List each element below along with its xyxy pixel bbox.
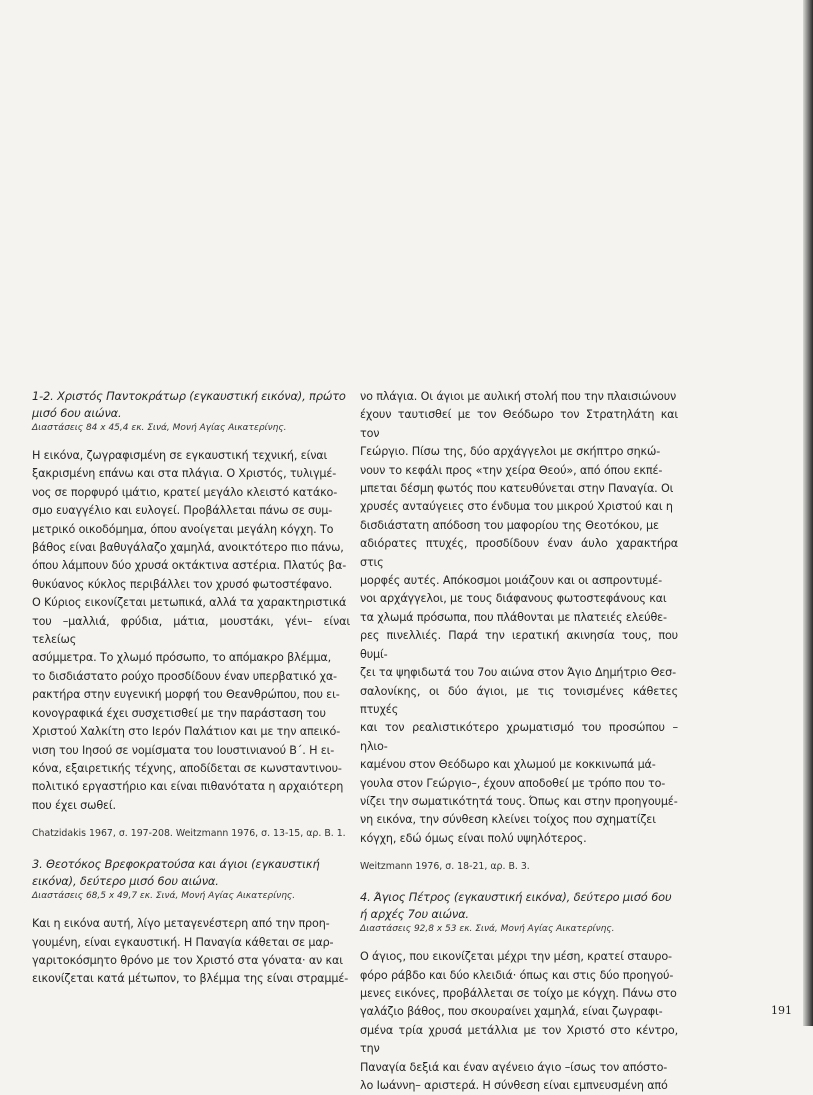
entry-1-2 [32, 388, 350, 840]
entry-dimensions: Διαστάσεις 68,5 x 49,7 εκ. Σινά, Μονή Αγίας Αικατερίνης. [32, 891, 296, 902]
right-column [360, 388, 678, 1095]
entry-reference: Weitzmann 1976, σ. 18-21, αρ. Β. 3. [360, 861, 530, 873]
entry-title: 3. Θεοτόκος Βρεφοκρατούσα και άγιοι (εγκαυστική εικόνα), δεύτερο μισό 6ου αιώνα. [32, 857, 320, 888]
entry-reference: Chatzidakis 1967, σ. 197-208. Weitzmann 1976, σ. 13-15, αρ. Β. 1. [32, 828, 346, 840]
entry-body: Η εικόνα, ζωγραφισμένη σε εγκαυστική τεχνική, είναι ξακρισμένη επάνω και στα πλάγια. Ο Χριστός, τυλιγμέ- νος σε πορφυρό ιμάτιο, κρατεί μεγάλο κλειστό κατάκο- σμο ευαγγέλιο και ευλογεί. Προβάλλεται πάνω σε συμ- μετρικό οικοδόμημα, όπου ανοίγεται μεγάλη κόγχη. Το βάθος είναι βαθυγάλαζο χαμηλά, ανοικτότερο πιο πάνω, όπου λάμπουν δύο χρυσά οκτάκτινα αστέρια. Πλατύς βα- θυκύανος κύκλος περιβάλλει τον χρυσό φωτοστέφανο. Ο Κύριος εικονίζεται μετωπικά, αλλά τα χαρακτηριστικά του –μαλλιά, φρύδια, μάτια, μουστάκι, γένι– είναι τελείως ασύμμετρα. Το χλωμό πρόσωπο, το απόμακρο βλέμμα, το δισδιάστατο ρούχο προσδίδουν έναν υπερβατικό χα- ρακτήρα στην ευγενική μορφή του Θεανθρώπου, που ει- κονογραφικά έχει συσχετισθεί με την παράσταση του Χριστού Χαλκίτη στο Ιερόν Παλάτιον και με την απεικό- νιση του Ιησού σε νομίσματα του Ιουστινιανού Β΄. Η ει- κόνα, εξαιρετικής τέχνης, αποδίδεται σε κωνσταντινου- πολιτικό εργαστήριο και είναι πιθανότατα η αρχαιότερη που έχει σωθεί. [32, 449, 350, 812]
entry-body: Ο άγιος, που εικονίζεται μέχρι την μέση, κρατεί σταυρο- φόρο ράβδο και δύο κλειδιά· όπως και στις δύο προηγού- μενες εικόνες, προβάλλεται σε τοίχο με κόγχη. Πάνω στο γαλάζιο βάθος, που σκουραίνει χαμηλά, είναι ζωγραφι- σμένα τρία χρυσά μετάλλια με τον Χριστό στο κέντρο, την Παναγία δεξιά και έναν αγένειο άγιο –ίσως τον απόστο- λο Ιωάννη– αριστερά. Η σύνθεση είναι εμπνευσμένη από [360, 950, 678, 1092]
entry-4 [360, 889, 678, 1095]
left-column [32, 388, 350, 989]
entry-3-continued-body: νο πλάγια. Οι άγιοι με αυλική στολή που την πλαισιώνουν έχουν ταυτισθεί με τον Θεόδωρο τον Στρατηλάτη και τον Γεώργιο. Πίσω της, δύο αρχάγγελοι με σκήπτρο σηκώ- νουν το κεφάλι προς «την χείρα Θεού», από όπου εκπέ- μπεται δέσμη φωτός που κατευθύνεται στην Παναγία. Οι χρυσές ανταύγειες στο ένδυμα του μικρού Χριστού και η δισδιάστατη απόδοση του μαφορίου της Θεοτόκου, με αδιόρατες πτυχές, προσδίδουν έναν άυλο χαρακτήρα στις μορφές αυτές. Απόκοσμοι μοιάζουν και οι ασπροντυμέ- νοι αρχάγγελοι, με τους διάφανους φωτοστεφάνους και τα χλωμά πρόσωπα, που πλάθονται με πλατειές ελεύθε- ρες πινελλιές. Παρά την ιερατική ακινησία τους, που θυμί- ζει τα ψηφιδωτά του 7ου αιώνα στον Άγιο Δημήτριο Θεσ- σαλονίκης, οι δύο άγιοι, με τις τονισμένες κάθετες πτυχές και τον ρεαλιστικότερο χρωματισμό του προσώπου –ηλιο- καμένου στον Θεόδωρο και χλωμού με κοκκινωπά μά- γουλα στον Γεώργιο–, έχουν αποδοθεί με τρόπο που το- νίζει την σωματικότητά τους. Όπως και στην προηγουμέ- νη εικόνα, την σύνθεση κλείνει τοίχος που σχηματίζει κόγχη, εδώ όμως είναι πολύ υψηλότερος. [360, 390, 678, 845]
entry-title: 4. Άγιος Πέτρος (εγκαυστική εικόνα), δεύτερο μισό 6ου ή αρχές 7ου αιώνα. [360, 890, 672, 921]
entry-body: Και η εικόνα αυτή, λίγο μεταγενέστερη από την προη- γουμένη, είναι εγκαυστική. Η Παναγία κάθεται σε μαρ- γαριτοκόσμητο θρόνο με τον Χριστό στα γόνατα· αν και εικονίζεται κατά μέτωπον, το βλέμμα της είναι στραμμέ- [32, 917, 349, 986]
page-number: 191 [771, 1004, 792, 1017]
page-edge-shadow [803, 0, 813, 1026]
entry-3 [32, 856, 350, 989]
entry-title: 1-2. Χριστός Παντοκράτωρ (εγκαυστική εικόνα), πρώτο μισό 6ου αιώνα. [32, 389, 346, 420]
entry-dimensions: Διαστάσεις 92,8 x 53 εκ. Σινά, Μονή Αγίας Αικατερίνης. [360, 924, 615, 935]
entry-dimensions: Διαστάσεις 84 x 45,4 εκ. Σινά, Μονή Αγίας Αικατερίνης. [32, 423, 287, 433]
